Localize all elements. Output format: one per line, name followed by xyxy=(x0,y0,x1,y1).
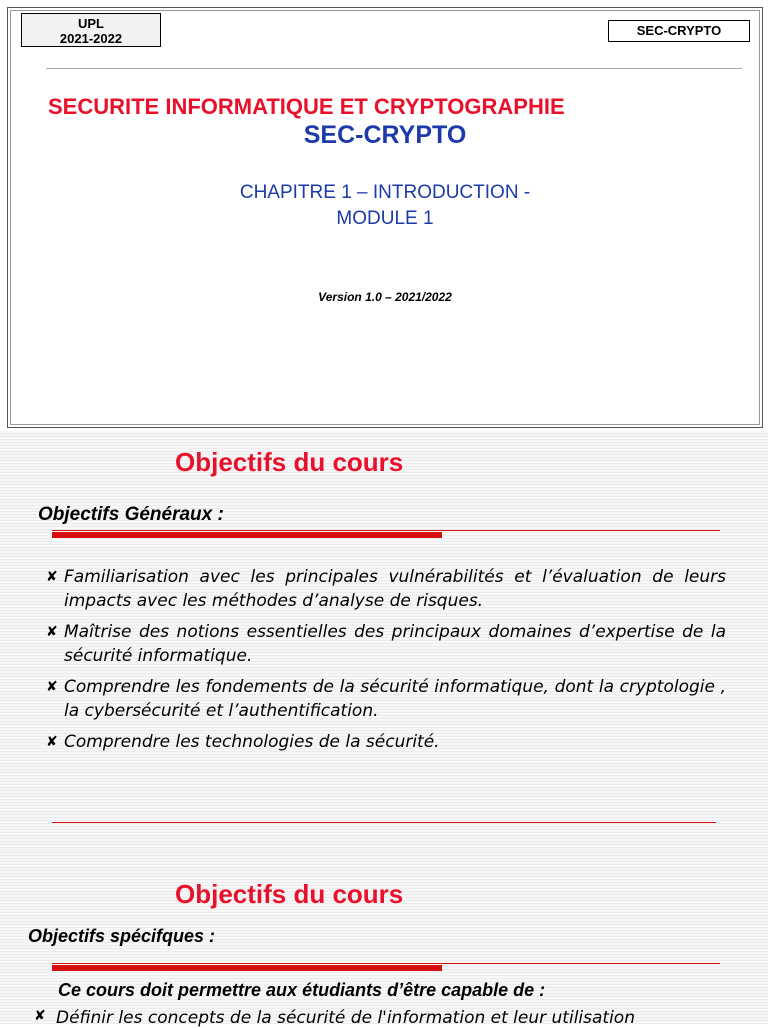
list-item-text: Familiarisation avec les principales vulnérabilités et l’évaluation de leurs impacts avec les méthodes d’analyse de risques. xyxy=(64,567,726,611)
section-heading: Objectifs Généraux : xyxy=(38,504,224,525)
intro-sentence: Ce cours doit permettre aux étudiants d’être capable de : xyxy=(58,980,546,1000)
cross-bullet-icon: ✘ xyxy=(46,569,58,585)
heading-rule-thin xyxy=(52,963,720,964)
specific-objectives-slide xyxy=(0,851,768,1028)
objectives-list xyxy=(46,565,726,761)
cover-slide xyxy=(7,7,763,428)
version-label: Version 1.0 – 2021/2022 xyxy=(318,290,452,304)
upl-year-box xyxy=(21,13,161,47)
list-item xyxy=(46,730,726,754)
list-item xyxy=(34,1008,756,1028)
section-heading: Objectifs spécifques : xyxy=(28,926,216,946)
course-title: SECURITE INFORMATIQUE ET CRYPTOGRAPHIE xyxy=(48,94,565,119)
chapter-heading xyxy=(8,180,762,232)
list-item xyxy=(46,675,726,723)
cross-bullet-icon: ✘ xyxy=(46,734,58,750)
list-item-text: Définir les concepts de la sécurité de l'information et leur utilisation xyxy=(56,1008,635,1028)
chapter-line: CHAPITRE 1 – INTRODUCTION - xyxy=(239,182,531,203)
academic-year-label: 2021-2022 xyxy=(59,31,123,46)
cross-bullet-icon: ✘ xyxy=(46,624,58,640)
list-item-text: Comprendre les fondements de la sécurité informatique, dont la cryptologie , la cybersécurité et l’authentification. xyxy=(64,677,726,721)
heading-rule-thin xyxy=(52,530,720,531)
cross-bullet-icon: ✘ xyxy=(46,679,58,695)
module-line: MODULE 1 xyxy=(336,208,434,229)
course-code-box: SEC-CRYPTO xyxy=(608,20,750,42)
heading-rule-thick xyxy=(52,965,442,971)
slide-title: Objectifs du cours xyxy=(175,879,404,909)
list-item-text: Maîtrise des notions essentielles des principaux domaines d’expertise de la sécurité informatique. xyxy=(64,622,726,666)
footer-rule xyxy=(52,822,716,823)
course-code-title: SEC-CRYPTO xyxy=(303,121,467,149)
list-item xyxy=(46,620,726,668)
general-objectives-slide xyxy=(0,431,768,851)
heading-rule-thick xyxy=(52,532,442,538)
list-item xyxy=(46,565,726,613)
list-item-text: Comprendre les technologies de la sécurité. xyxy=(64,732,440,752)
slide-title: Objectifs du cours xyxy=(175,447,404,477)
cross-bullet-icon: ✘ xyxy=(34,1008,46,1024)
header-divider xyxy=(46,68,742,69)
upl-label: UPL xyxy=(78,16,104,31)
